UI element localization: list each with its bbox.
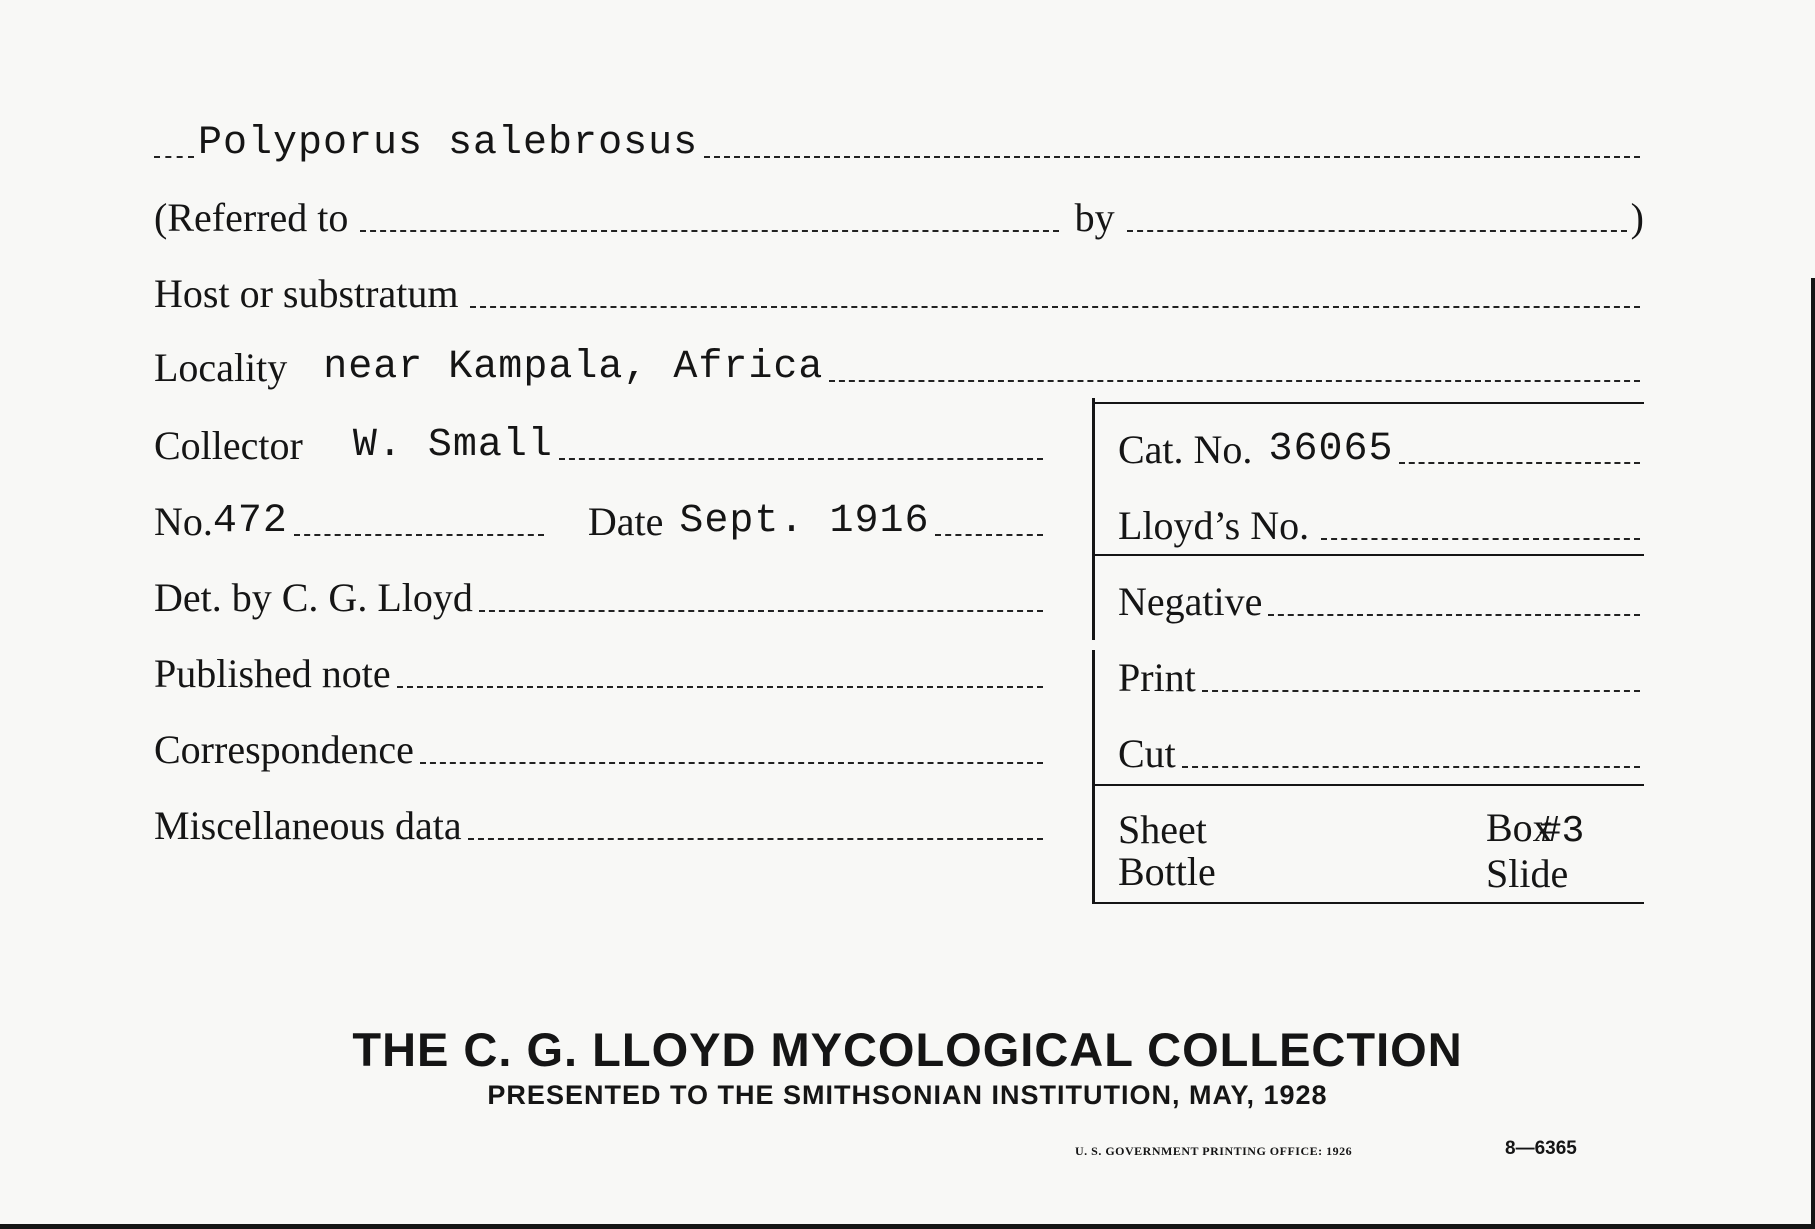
box-field	[1486, 806, 1584, 854]
box-value: #3	[1538, 810, 1585, 853]
locality-leader	[829, 379, 1640, 382]
referred-to-label: (Referred to	[154, 195, 349, 240]
published-row	[154, 652, 1047, 696]
slide-label: Slide	[1486, 851, 1569, 896]
print-label: Print	[1118, 655, 1196, 700]
cat-leader	[1399, 461, 1640, 464]
published-leader	[397, 685, 1043, 688]
collection-subtitle: PRESENTED TO THE SMITHSONIAN INSTITUTION, MAY, 1928	[487, 1080, 1328, 1110]
card-edge-bottom	[0, 1224, 1815, 1229]
lloyds-row	[1118, 504, 1644, 548]
correspondence-row	[154, 728, 1047, 772]
negative-label: Negative	[1118, 579, 1263, 624]
print-leader	[1202, 689, 1640, 692]
cat-label: Cat. No.	[1118, 427, 1253, 472]
cat-value: 36065	[1268, 427, 1394, 472]
date-leader	[935, 533, 1043, 536]
misc-label: Miscellaneous data	[154, 803, 462, 848]
collector-row	[154, 424, 1047, 468]
close-paren: )	[1630, 195, 1644, 240]
no-leader	[294, 533, 544, 536]
host-row	[154, 272, 1644, 316]
collector-value: W. Small	[352, 423, 553, 468]
referred-row	[154, 196, 1644, 240]
locality-label: Locality	[154, 345, 288, 390]
cat-row	[1118, 428, 1644, 472]
det-row	[154, 576, 1047, 620]
species-row	[154, 122, 1644, 166]
no-date-row	[154, 500, 1047, 544]
misc-leader	[468, 837, 1043, 840]
species-name: Polyporus salebrosus	[198, 121, 699, 166]
negative-row	[1118, 580, 1644, 624]
by-label: by	[1074, 195, 1115, 240]
correspondence-label: Correspondence	[154, 727, 414, 772]
by-leader	[1127, 229, 1627, 232]
no-label: No.	[154, 499, 213, 544]
collection-title: THE C. G. LLOYD MYCOLOGICAL COLLECTION	[352, 1023, 1463, 1076]
form-number: 8—6365	[1505, 1138, 1577, 1159]
printer-imprint: U. S. GOVERNMENT PRINTING OFFICE: 1926	[1075, 1144, 1353, 1158]
collector-leader	[559, 457, 1043, 460]
lloyds-label: Lloyd’s No.	[1118, 503, 1310, 548]
det-label: Det. by C. G. Lloyd	[154, 575, 473, 620]
cut-row	[1118, 732, 1644, 776]
right-panel-bottom-rule	[1094, 902, 1644, 904]
correspondence-leader	[420, 761, 1043, 764]
cut-label: Cut	[1118, 731, 1176, 776]
collector-label: Collector	[154, 423, 303, 468]
det-leader	[479, 609, 1043, 612]
right-panel-rule-2	[1094, 784, 1644, 786]
species-leader	[704, 155, 1640, 158]
locality-row	[154, 346, 1644, 390]
right-panel-top-rule	[1094, 402, 1644, 404]
published-label: Published note	[154, 651, 391, 696]
cut-leader	[1182, 765, 1640, 768]
right-panel-divider-bottom	[1092, 650, 1095, 904]
box-label: Box	[1486, 805, 1553, 850]
locality-value: near Kampala, Africa	[323, 345, 824, 390]
right-panel-divider-top	[1092, 398, 1095, 640]
referred-to-leader	[360, 229, 1058, 232]
misc-row	[154, 804, 1047, 848]
right-panel-rule-1	[1094, 554, 1644, 556]
print-row	[1118, 656, 1644, 700]
species-leader-left	[154, 155, 194, 158]
date-value: Sept. 1916	[679, 499, 930, 544]
sheet-label: Sheet	[1118, 807, 1207, 852]
date-label: Date	[587, 499, 664, 544]
lloyds-leader	[1321, 537, 1640, 540]
no-value: 472	[212, 499, 288, 544]
host-leader	[470, 305, 1640, 308]
bottle-label: Bottle	[1118, 849, 1216, 894]
negative-leader	[1268, 613, 1640, 616]
host-label: Host or substratum	[154, 271, 459, 316]
